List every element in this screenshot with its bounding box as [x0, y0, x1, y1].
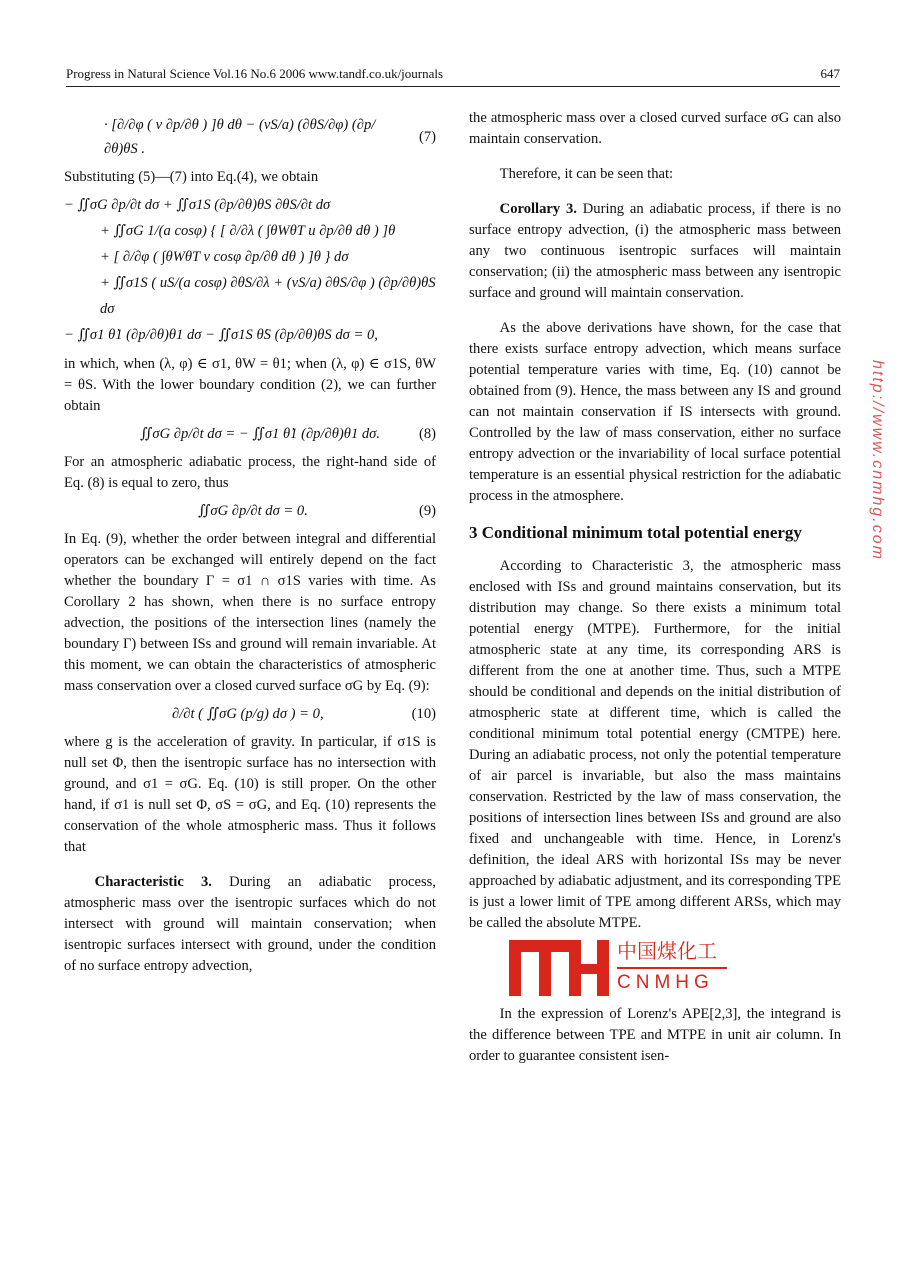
paragraph-therefore: Therefore, it can be seen that:	[499, 166, 674, 182]
equation-7-continuation	[64, 113, 436, 161]
corollary-text: During an adiabatic process, if there is no surface entropy advection, (i) the atmospheric mass between any two continuous isentropic surfaces will maintain conservation; (ii) the atmospheric mass between any isentropic surface and ground will maintain conservation.	[469, 201, 841, 301]
characteristic-text: During an adiabatic process, atmospheric mass over the isentropic surfaces which do not intersect with ground will maintain conservation; when isentropic surfaces intersect with ground, under the condition of no surface entropy advection,	[64, 874, 437, 974]
logo-latin-text: CNMHG	[617, 972, 714, 993]
left-column	[64, 108, 436, 981]
paragraph-where-g: where g is the acceleration of gravity. In particular, if σ1S is null set Φ, then the isentropic surface has no intersection with ground, and σ1 = σG. Eq. (10) is still proper. On the other hand, if σ1 is null set Φ, σS = σG, and Eq. (10) represents the conservation of the whole atmospheric mass. Thus it follows that	[64, 734, 436, 855]
paragraph-derivations: As the above derivations have shown, for the case that there exists surface entropy advection, which means surface potential temperature varies with time, Eq. (10) cannot be obtained from (9). Hence, the mass between any IS and ground can not maintain conservation if IS intersects with ground. Controlled by the law of mass conservation, either no surface entropy advection or the invariability of local surface potential temperature is an essential physical restriction for the adiabatic process in the atmosphere.	[469, 320, 841, 504]
equation-number: (7)	[418, 128, 436, 145]
corollary-label: Corollary 3.	[499, 201, 577, 217]
characteristic-3	[64, 872, 436, 977]
right-column	[469, 108, 841, 1071]
paragraph-continued: the atmospheric mass over a closed curved surface σG can also maintain conservation.	[469, 110, 841, 147]
paragraph-expression: In the expression of Lorenz's APE[2,3], the integrand is the difference between TPE and MTPE in unit air column. In order to guarantee consistent isen-	[469, 1006, 841, 1064]
cnmhg-logo-watermark	[509, 938, 729, 998]
equation-8	[64, 422, 436, 446]
equation-text: ∬σG ∂p/∂t dσ = 0.	[198, 503, 308, 519]
equation-line: + ∬σ1S ( uS/(a cosφ) ∂θS/∂λ + (vS/a) ∂θS/∂φ ) (∂p/∂θ)θS dσ	[100, 275, 436, 317]
section-heading: 3 Conditional minimum total potential energy	[469, 523, 802, 542]
equation-text: · [∂/∂φ ( v ∂p/∂θ ) ]θ dθ − (vS/a) (∂θS/∂φ) (∂p/∂θ)θS .	[104, 117, 376, 157]
running-title: Progress in Natural Science Vol.16 No.6 2006 www.tandf.co.uk/journals	[66, 66, 444, 81]
logo-chinese-text: 中国煤化工	[617, 939, 717, 963]
corollary-3	[469, 199, 841, 304]
paragraph-in-which: in which, when (λ, φ) ∈ σ1, θW = θ1; when (λ, φ) ∈ σ1S, θW = θS. With the lower boundary condition (2), we can further obtain	[64, 356, 436, 414]
equation-number: (8)	[418, 425, 436, 442]
characteristic-label: Characteristic 3.	[94, 874, 212, 890]
paragraph-substituting: Substituting (5)—(7) into Eq.(4), we obtain	[64, 169, 319, 185]
paragraph-eq9-discussion: In Eq. (9), whether the order between integral and differential operators can be exchanged will entirely depend on the fact whether the boundary Γ = σ1 ∩ σ1S varies with time. As Corollary 2 has shown, when there is no surface entropy advection, the positions of the intersection lines (namely the boundary Γ) between ISs and ground will remain invariable. At this moment, we can obtain the characteristics of atmospheric mass conservation over a closed curved surface σG by Eq. (9):	[64, 531, 436, 694]
equation-line: + [ ∂/∂φ ( ∫θWθT v cosφ ∂p/∂θ dθ ) ]θ } dσ	[100, 249, 349, 265]
paragraph-according: According to Characteristic 3, the atmospheric mass enclosed with ISs and ground maintains conservation, but its distribution may change. So there exists a minimum total potential energy (MTPE). Furthermore, for the initial atmospheric state at any time, its corresponding ARS is different from the one at another time. Thus, such a MTPE should be conditional and depends on the initial distribution of atmospheric state at different time, which is called the conditional minimum total potential energy (CMTPE) here. During an adiabatic process, not only the potential temperature of air parcel is invariable, but also the mass maintains conservation. Restricted by the law of mass conservation, the positions of intersection lines between ISs and ground are also fixed and unchangeable with time. Hence, in Lorenz's definition, the ideal ARS with horizontal ISs may be never approached by adiabatic adjustment, and its corresponding TPE is just a lower limit of TPE among different ARSs, which may be called the absolute MTPE.	[469, 558, 841, 931]
page-number: 647	[820, 66, 840, 81]
equation-text: ∬σG ∂p/∂t dσ = − ∬σ1 θ̇1 (∂p/∂θ)θ1 dσ.	[140, 426, 381, 442]
equation-9	[64, 499, 436, 523]
equation-10	[64, 702, 436, 726]
logo-mark-icon	[509, 940, 609, 996]
equation-combined	[64, 192, 436, 348]
equation-number: (9)	[418, 502, 436, 519]
equation-line: − ∬σ1 θ̇1 (∂p/∂θ)θ1 dσ − ∬σ1S θ̇S (∂p/∂θ)θS dσ = 0,	[64, 327, 378, 343]
paragraph-adiabatic: For an atmospheric adiabatic process, the right-hand side of Eq. (8) is equal to zero, thus	[64, 454, 436, 491]
equation-number: (10)	[411, 705, 436, 722]
logo-divider	[617, 967, 727, 969]
equation-line: − ∬σG ∂p/∂t dσ + ∬σ1S (∂p/∂θ)θS ∂θS/∂t dσ	[64, 197, 331, 213]
equation-text: ∂/∂t ( ∬σG (p/g) dσ ) = 0,	[172, 706, 324, 722]
running-header	[66, 66, 840, 87]
url-watermark: http://www.cnmhg.com	[869, 360, 886, 561]
equation-line: + ∬σG 1/(a cosφ) { [ ∂/∂λ ( ∫θWθT u ∂p/∂θ dθ ) ]θ	[100, 223, 396, 239]
